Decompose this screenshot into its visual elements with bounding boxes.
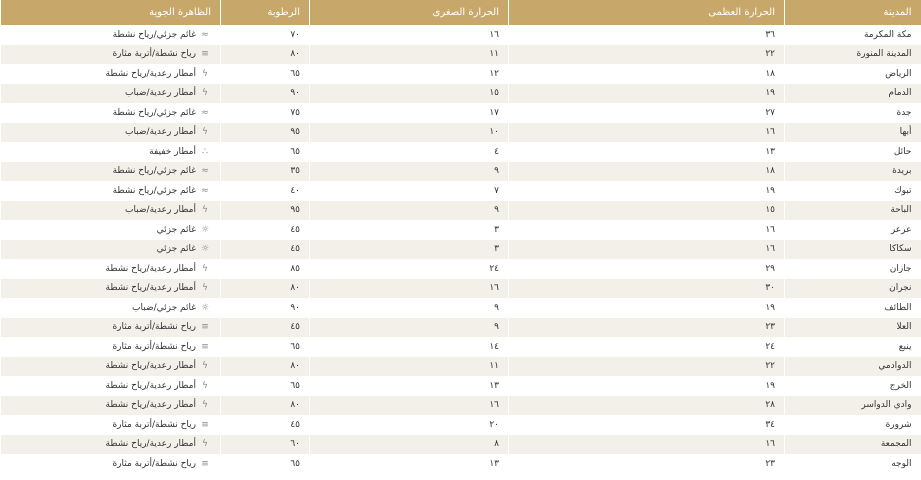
- phenomenon-cell: [1, 220, 221, 240]
- table-row: [1, 259, 921, 279]
- humidity-cell: ٧٠: [221, 25, 310, 45]
- humidity-cell: ٩٥: [221, 201, 310, 221]
- city-cell: المجمعة: [785, 435, 921, 455]
- max-temp-cell: ١٩: [509, 181, 785, 201]
- phenomenon-cell: [1, 142, 221, 162]
- humidity-cell: ٨٠: [221, 357, 310, 377]
- max-temp-cell: ٣٠: [509, 279, 785, 299]
- max-temp-cell: ٢٤: [509, 337, 785, 357]
- table-body: [1, 25, 921, 474]
- dust-icon: ≡: [201, 458, 209, 469]
- max-temp-cell: ١٩: [509, 376, 785, 396]
- phenomenon-cell: [1, 435, 221, 455]
- thunderstorm-icon: ϟ: [202, 380, 208, 391]
- phenomenon-text: غائم جزئي: [156, 224, 196, 235]
- table-row: [1, 84, 921, 104]
- humidity-cell: ٤٥: [221, 318, 310, 338]
- phenomenon-text: غائم جزئي/رياح نشطة: [112, 166, 196, 177]
- city-cell: أبها: [785, 123, 921, 143]
- phenomenon-cell: [1, 259, 221, 279]
- table-row: [1, 357, 921, 377]
- phenomenon-text: غائم جزئي/رياح نشطة: [112, 185, 196, 196]
- dust-icon: ≡: [201, 49, 209, 60]
- table-row: [1, 142, 921, 162]
- thunderstorm-icon: ϟ: [202, 439, 208, 450]
- humidity-cell: ٨٠: [221, 396, 310, 416]
- min-temp-cell: ٩: [310, 201, 509, 221]
- max-temp-cell: ٢٢: [509, 45, 785, 65]
- min-temp-cell: ١٣: [310, 376, 509, 396]
- phenomenon-text: أمطار رعدية/ضباب: [124, 127, 196, 138]
- phenomenon-text: أمطار رعدية/رياح نشطة: [105, 283, 196, 294]
- partly-cloudy-windy-icon: ≈: [201, 166, 209, 177]
- thunderstorm-icon: ϟ: [202, 361, 208, 372]
- table-row: [1, 415, 921, 435]
- city-cell: مكة المكرمة: [785, 25, 921, 45]
- min-temp-cell: ١٤: [310, 337, 509, 357]
- dust-icon: ≡: [201, 341, 209, 352]
- thunderstorm-icon: ϟ: [202, 400, 208, 411]
- partly-cloudy-windy-icon: ≈: [201, 185, 209, 196]
- table-row: [1, 64, 921, 84]
- min-temp-cell: ٩: [310, 318, 509, 338]
- humidity-cell: ٦٥: [221, 142, 310, 162]
- humidity-cell: ٤٥: [221, 240, 310, 260]
- thunderstorm-icon: ϟ: [202, 68, 208, 79]
- max-temp-cell: ٣٦: [509, 25, 785, 45]
- phenomenon-text: أمطار رعدية/رياح نشطة: [105, 380, 196, 391]
- table-row: [1, 337, 921, 357]
- max-temp-cell: ١٦: [509, 240, 785, 260]
- min-temp-cell: ٣: [310, 220, 509, 240]
- phenomenon-cell: [1, 357, 221, 377]
- min-temp-cell: ١٧: [310, 103, 509, 123]
- partly-cloudy-icon: ☼: [200, 224, 210, 235]
- min-temp-cell: ٩: [310, 298, 509, 318]
- table-row: [1, 454, 921, 474]
- header-phenomenon: الظاهرة الجوية: [1, 0, 221, 25]
- header-min-temp: الحرارة الصغرى: [310, 0, 509, 25]
- humidity-cell: ٩٠: [221, 84, 310, 104]
- phenomenon-cell: [1, 240, 221, 260]
- partly-cloudy-icon: ☼: [200, 244, 210, 255]
- max-temp-cell: ١٩: [509, 298, 785, 318]
- humidity-cell: ٩٥: [221, 123, 310, 143]
- thunderstorm-icon: ϟ: [202, 127, 208, 138]
- max-temp-cell: ٢٢: [509, 357, 785, 377]
- thunderstorm-icon: ϟ: [202, 263, 208, 274]
- table-row: [1, 123, 921, 143]
- partly-cloudy-windy-icon: ≈: [201, 29, 209, 40]
- city-cell: المدينة المنورة: [785, 45, 921, 65]
- humidity-cell: ٨٠: [221, 45, 310, 65]
- phenomenon-text: غائم جزئي/رياح نشطة: [112, 107, 196, 118]
- city-cell: الطائف: [785, 298, 921, 318]
- phenomenon-text: أمطار رعدية/رياح نشطة: [105, 68, 196, 79]
- phenomenon-cell: [1, 376, 221, 396]
- city-cell: ينبع: [785, 337, 921, 357]
- table-row: [1, 181, 921, 201]
- max-temp-cell: ٢٩: [509, 259, 785, 279]
- max-temp-cell: ١٨: [509, 162, 785, 182]
- table-row: [1, 45, 921, 65]
- city-cell: شرورة: [785, 415, 921, 435]
- phenomenon-text: أمطار رعدية/رياح نشطة: [105, 439, 196, 450]
- phenomenon-text: أمطار رعدية/ضباب: [124, 205, 196, 216]
- phenomenon-text: أمطار رعدية/رياح نشطة: [105, 361, 196, 372]
- max-temp-cell: ٢٣: [509, 454, 785, 474]
- humidity-cell: ٤٥: [221, 415, 310, 435]
- humidity-cell: ٨٠: [221, 279, 310, 299]
- thunderstorm-icon: ϟ: [202, 88, 208, 99]
- table-header-row: [1, 0, 921, 25]
- min-temp-cell: ١٠: [310, 123, 509, 143]
- min-temp-cell: ٩: [310, 162, 509, 182]
- max-temp-cell: ١٦: [509, 123, 785, 143]
- humidity-cell: ٨٥: [221, 259, 310, 279]
- phenomenon-text: أمطار رعدية/ضباب: [124, 88, 196, 99]
- city-cell: جازان: [785, 259, 921, 279]
- min-temp-cell: ١١: [310, 45, 509, 65]
- table-row: [1, 201, 921, 221]
- city-cell: حائل: [785, 142, 921, 162]
- phenomenon-cell: [1, 415, 221, 435]
- min-temp-cell: ٤: [310, 142, 509, 162]
- phenomenon-cell: [1, 337, 221, 357]
- city-cell: سكاكا: [785, 240, 921, 260]
- phenomenon-cell: [1, 454, 221, 474]
- phenomenon-cell: [1, 103, 221, 123]
- min-temp-cell: ٨: [310, 435, 509, 455]
- min-temp-cell: ٧: [310, 181, 509, 201]
- phenomenon-cell: [1, 84, 221, 104]
- phenomenon-text: رياح نشطة/أتربة مثارة: [112, 419, 196, 430]
- min-temp-cell: ١٦: [310, 396, 509, 416]
- max-temp-cell: ٢٨: [509, 396, 785, 416]
- dust-icon: ≡: [201, 419, 209, 430]
- phenomenon-text: رياح نشطة/أتربة مثارة: [112, 49, 196, 60]
- city-cell: عرعر: [785, 220, 921, 240]
- city-cell: الخرج: [785, 376, 921, 396]
- table-row: [1, 103, 921, 123]
- partly-cloudy-windy-icon: ≈: [201, 107, 209, 118]
- city-cell: الدوادمي: [785, 357, 921, 377]
- phenomenon-cell: [1, 318, 221, 338]
- table-row: [1, 376, 921, 396]
- min-temp-cell: ١٦: [310, 25, 509, 45]
- max-temp-cell: ١٩: [509, 84, 785, 104]
- phenomenon-text: أمطار رعدية/رياح نشطة: [105, 263, 196, 274]
- phenomenon-cell: [1, 162, 221, 182]
- header-max-temp: الحرارة العظمى: [509, 0, 785, 25]
- humidity-cell: ٦٠: [221, 435, 310, 455]
- min-temp-cell: ١١: [310, 357, 509, 377]
- max-temp-cell: ٢٣: [509, 318, 785, 338]
- table-row: [1, 396, 921, 416]
- table-row: [1, 435, 921, 455]
- humidity-cell: ٦٥: [221, 337, 310, 357]
- phenomenon-text: رياح نشطة/أتربة مثارة: [112, 341, 196, 352]
- phenomenon-text: غائم جزئي: [156, 244, 196, 255]
- table-row: [1, 318, 921, 338]
- city-cell: العلا: [785, 318, 921, 338]
- city-cell: بريدة: [785, 162, 921, 182]
- phenomenon-text: أمطار خفيفة: [149, 146, 196, 157]
- phenomenon-cell: [1, 25, 221, 45]
- city-cell: وادي الدواسر: [785, 396, 921, 416]
- max-temp-cell: ٣٤: [509, 415, 785, 435]
- phenomenon-cell: [1, 45, 221, 65]
- phenomenon-cell: [1, 181, 221, 201]
- table-row: [1, 220, 921, 240]
- city-cell: الدمام: [785, 84, 921, 104]
- max-temp-cell: ١٦: [509, 220, 785, 240]
- humidity-cell: ٩٠: [221, 298, 310, 318]
- humidity-cell: ٦٥: [221, 454, 310, 474]
- phenomenon-text: رياح نشطة/أتربة مثارة: [112, 458, 196, 469]
- phenomenon-text: رياح نشطة/أتربة مثارة: [112, 322, 196, 333]
- min-temp-cell: ٢٤: [310, 259, 509, 279]
- city-cell: تبوك: [785, 181, 921, 201]
- max-temp-cell: ١٣: [509, 142, 785, 162]
- phenomenon-cell: [1, 201, 221, 221]
- min-temp-cell: ١٣: [310, 454, 509, 474]
- partly-cloudy-icon: ☼: [200, 302, 210, 313]
- humidity-cell: ٧٥: [221, 103, 310, 123]
- min-temp-cell: ١٢: [310, 64, 509, 84]
- min-temp-cell: ١٥: [310, 84, 509, 104]
- humidity-cell: ٤٠: [221, 181, 310, 201]
- humidity-cell: ٦٥: [221, 64, 310, 84]
- phenomenon-cell: [1, 123, 221, 143]
- humidity-cell: ٣٥: [221, 162, 310, 182]
- thunderstorm-icon: ϟ: [202, 283, 208, 294]
- header-humidity: الرطوبة: [221, 0, 310, 25]
- max-temp-cell: ١٥: [509, 201, 785, 221]
- phenomenon-cell: [1, 279, 221, 299]
- phenomenon-cell: [1, 298, 221, 318]
- dust-icon: ≡: [201, 322, 209, 333]
- max-temp-cell: ١٨: [509, 64, 785, 84]
- light-rain-icon: ∴: [202, 146, 208, 157]
- table-row: [1, 240, 921, 260]
- min-temp-cell: ١٦: [310, 279, 509, 299]
- min-temp-cell: ٣: [310, 240, 509, 260]
- humidity-cell: ٦٥: [221, 376, 310, 396]
- phenomenon-cell: [1, 396, 221, 416]
- phenomenon-text: غائم جزئي/ضباب: [132, 302, 196, 313]
- min-temp-cell: ٢٠: [310, 415, 509, 435]
- table-row: [1, 298, 921, 318]
- phenomenon-text: أمطار رعدية/رياح نشطة: [105, 400, 196, 411]
- header-city: المدينة: [785, 0, 921, 25]
- phenomenon-cell: [1, 64, 221, 84]
- thunderstorm-icon: ϟ: [202, 205, 208, 216]
- humidity-cell: ٤٥: [221, 220, 310, 240]
- city-cell: الباحة: [785, 201, 921, 221]
- city-cell: الرياض: [785, 64, 921, 84]
- phenomenon-text: غائم جزئي/رياح نشطة: [112, 29, 196, 40]
- city-cell: الوجه: [785, 454, 921, 474]
- table-row: [1, 162, 921, 182]
- city-cell: نجران: [785, 279, 921, 299]
- city-cell: جدة: [785, 103, 921, 123]
- max-temp-cell: ٢٧: [509, 103, 785, 123]
- table-row: [1, 279, 921, 299]
- max-temp-cell: ١٦: [509, 435, 785, 455]
- table-row: [1, 25, 921, 45]
